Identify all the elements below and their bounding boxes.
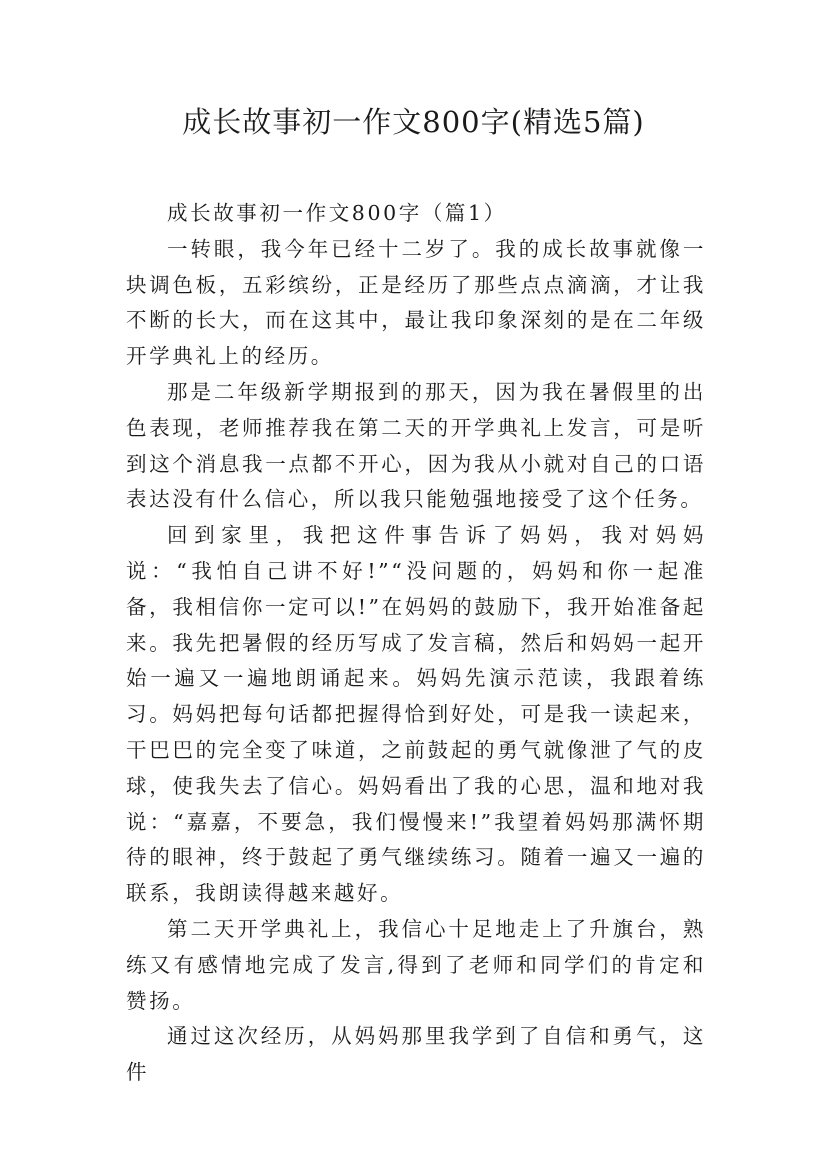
document-title: 成长故事初一作文800字(精选5篇)	[182, 105, 645, 139]
section-heading: 成长故事初一作文800字（篇1）	[167, 201, 507, 225]
paragraph: 一转眼，我今年已经十二岁了。我的成长故事就像一块调色板，五彩缤纷，正是经历了那些点点滴滴，才让我不断的长大，而在这其中，最让我印象深刻的是在二年级开学典礼上的经历。	[126, 236, 706, 369]
document-body	[126, 196, 706, 1091]
paragraph: 回到家里，我把这件事告诉了妈妈，我对妈妈说：“我怕自己讲不好!”“没问题的，妈妈和你一起准备，我相信你一定可以!”在妈妈的鼓励下，我开始准备起来。我先把暑假的经历写成了发言稿，然后和妈妈一起开始一遍又一遍地朗诵起来。妈妈先演示范读，我跟着练习。妈妈把每句话都把握得恰到好处，可是我一读起来，干巴巴的完全变了味道，之前鼓起的勇气就像泄了气的皮球，使我失去了信心。妈妈看出了我的心思，温和地对我说：“嘉嘉，不要急，我们慢慢来!”我望着妈妈那满怀期待的眼神，终于鼓起了勇气继续练习。随着一遍又一遍的联系，我朗读得越来越好。	[126, 523, 706, 906]
paragraph: 那是二年级新学期报到的那天，因为我在暑假里的出色表现，老师推荐我在第二天的开学典礼上发言，可是听到这个消息我一点都不开心，因为我从小就对自己的口语表达没有什么信心，所以我只能勉强地接受了这个任务。	[126, 379, 706, 512]
paragraph: 第二天开学典礼上，我信心十足地走上了升旗台，熟练又有感情地完成了发言,得到了老师和同学们的肯定和赞扬。	[126, 916, 706, 1013]
paragraph: 通过这次经历，从妈妈那里我学到了自信和勇气，这件	[126, 1024, 706, 1085]
